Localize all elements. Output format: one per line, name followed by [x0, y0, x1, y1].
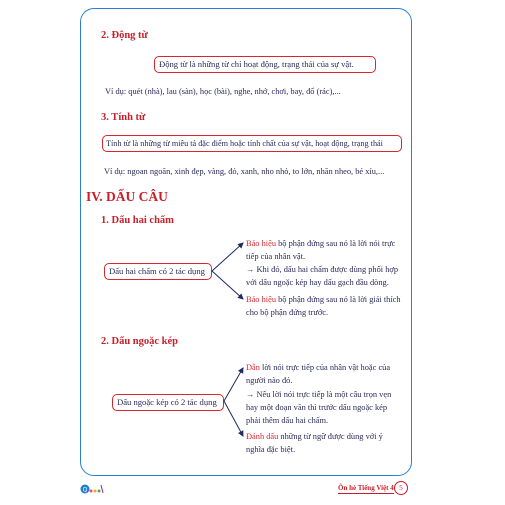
- item2-line1: bộ phận đứng sau nó là lời giải thích: [276, 295, 401, 304]
- svg-text:Q: Q: [82, 486, 88, 494]
- page-number: 5: [394, 481, 408, 495]
- arrow-ngoac-kep-bottom: [224, 401, 243, 436]
- item1-line1: lời nói trực tiếp của nhân vật hoặc của: [259, 363, 391, 372]
- item2-line2: cho bộ phận đứng trước.: [246, 308, 329, 317]
- arrow-hai-cham-bottom: [212, 271, 243, 299]
- note-line1: → Nếu lời nói trực tiếp là một câu trọn vẹn: [246, 390, 392, 399]
- box-dau-hai-cham: Dấu hai chấm có 2 tác dụng: [104, 263, 212, 280]
- definition-dong-tu: Động từ là những từ chỉ hoạt động, trạng thái của sự vật.: [154, 56, 376, 73]
- footer-book-title: Ôn hè Tiếng Việt 4: [338, 484, 394, 492]
- heading-dau-cau: IV. DẤU CÂU: [86, 189, 168, 204]
- example-dong-tu: Ví dụ: quét (nhà), lau (sàn), học (bài), nghe, nhớ, chơi, bay, đổ (rác),...: [105, 87, 341, 96]
- arrow-ngoac-kep-top: [224, 368, 243, 401]
- note-line1: → Khi đó, dấu hai chấm được dùng phối hợp: [246, 265, 399, 274]
- item2-red-label: Đánh dấu: [246, 432, 279, 441]
- item2-red-label: Báo hiệu: [246, 295, 277, 304]
- footer-underline: [338, 493, 394, 494]
- brand-logo-icon: [80, 482, 104, 496]
- definition-tinh-tu: Tính từ là những từ miêu tả đặc điểm hoặc tính chất của sự vật, hoạt động, trạng thái: [102, 135, 402, 152]
- arrow-hai-cham-top: [212, 243, 243, 271]
- heading-dau-hai-cham: 1. Dấu hai chấm: [101, 215, 174, 226]
- heading-tinh-tu: 3. Tính từ: [101, 112, 146, 123]
- item2-line1: những từ ngữ được dùng với ý: [278, 432, 383, 441]
- item1-line2: người nào đó.: [246, 376, 293, 385]
- item1-red-label: Báo hiệu: [246, 239, 277, 248]
- heading-dong-tu: 2. Động từ: [101, 30, 148, 41]
- item1-line1: bộ phận đứng sau nó là lời nói trực: [276, 239, 396, 248]
- note-line2: với dấu ngoặc kép hay dấu gạch đầu dòng.: [246, 278, 389, 287]
- example-tinh-tu: Ví dụ: ngoan ngoãn, xinh đẹp, vàng, đỏ, xanh, nho nhỏ, to lớn, nhăn nheo, bé xíu,...: [104, 167, 385, 176]
- item1-line2: tiếp của nhân vật.: [246, 252, 306, 261]
- note-line3: phải thêm dấu hai chấm.: [246, 416, 329, 425]
- item2-line2: nghĩa đặc biệt.: [246, 445, 296, 454]
- box-dau-ngoac-kep: Dấu ngoặc kép có 2 tác dụng: [112, 394, 224, 411]
- note-line2: hay một đoạn văn thì trước dấu ngoặc kép: [246, 403, 388, 412]
- heading-dau-ngoac-kep: 2. Dấu ngoặc kép: [101, 336, 179, 347]
- item1-red-label: Dẫn: [246, 363, 260, 372]
